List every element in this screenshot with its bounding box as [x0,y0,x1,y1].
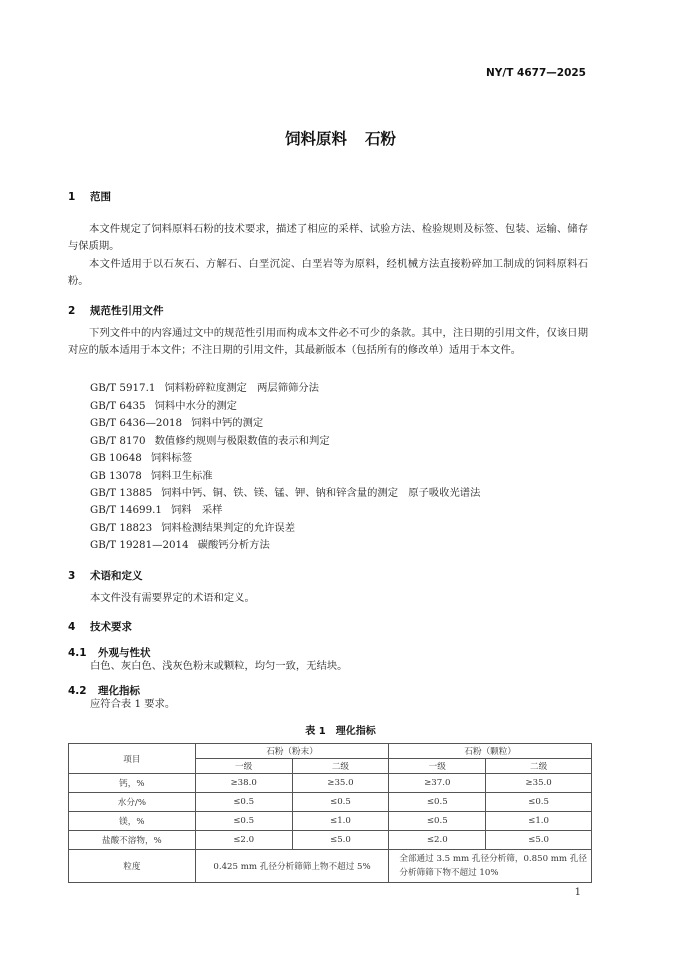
header-grade-1: 一级 [389,759,486,774]
reference-item [90,484,480,499]
reference-code: GB/T 19281—2014 [90,539,189,551]
page-number: 1 [574,887,581,898]
reference-name: 饲料标签 [150,452,193,464]
cell-value: ≤0.5 [486,793,592,812]
spec-table [68,743,592,883]
section-1-paragraph-2: 本文件适用于以石灰石、方解石、白垩沉淀、白垩岩等为原料，经机械方法直接粉碎加工制成的饲料原料石粉。 [68,258,588,288]
reference-item [90,414,263,429]
table-row-particle [69,850,592,883]
reference-name: 饲料中水分的测定 [154,400,237,412]
particle-granule: 全部通过 3.5 mm 孔径分析筛，0.850 mm 孔径分析筛筛下物不超过 10% [389,850,592,883]
reference-name: 饲料中钙、铜、铁、镁、锰、钾、钠和锌含量的测定 原子吸收光谱法 [161,487,481,499]
reference-item [90,467,213,482]
section-title: 术语和定义 [90,570,143,582]
section-number: 3 [68,570,76,582]
reference-item [90,379,319,394]
header-grade-2: 二级 [486,759,592,774]
header-grade-2: 二级 [292,759,389,774]
cell-value: ≤1.0 [292,812,389,831]
section-4-heading [68,619,132,634]
reference-code: GB/T 6436—2018 [90,417,183,429]
cell-value: ≤1.0 [486,812,592,831]
header-granule: 石粉（颗粒） [389,744,592,759]
reference-name: 碳酸钙分析方法 [197,539,270,551]
section-2-paragraph-1: 下列文件中的内容通过文中的规范性引用而构成本文件必不可少的条款。其中，注日期的引用文件，仅该日期对应的版本适用于本文件；不注日期的引用文件，其最新版本（包括所有的修改单）适用于本文件。 [68,327,588,357]
title-part-1: 饲料原料 [284,130,347,148]
header-grade-1: 一级 [195,759,292,774]
table-caption-number: 表 1 [305,726,326,737]
section-number: 1 [68,191,76,203]
section-number: 4.2 [68,685,87,697]
section-4-2-text: 应符合表 1 要求。 [90,698,176,710]
header-powder: 石粉（粉末） [195,744,389,759]
table-row [69,812,592,831]
cell-value: ≥38.0 [195,774,292,793]
section-title: 技术要求 [90,621,132,633]
standard-number: NY/T 4677—2025 [486,67,586,79]
cell-value: ≤0.5 [389,793,486,812]
reference-name: 饲料卫生标准 [150,470,213,482]
table-header-row [69,744,592,759]
cell-value: ≤0.5 [389,812,486,831]
reference-item [90,501,222,516]
table-caption-title: 理化指标 [335,726,376,737]
reference-code: GB/T 18823 [90,522,153,534]
reference-code: GB/T 8170 [90,435,146,447]
particle-powder: 0.425 mm 孔径分析筛筛上物不超过 5% [195,850,389,883]
cell-value: ≥37.0 [389,774,486,793]
reference-item [90,519,295,534]
table-row [69,793,592,812]
cell-value: ≥35.0 [486,774,592,793]
cell-value: ≤5.0 [292,831,389,850]
reference-code: GB/T 14699.1 [90,504,162,516]
row-item: 镁，% [69,812,196,831]
section-number: 4 [68,621,76,633]
cell-value: ≤0.5 [195,812,292,831]
row-item: 粒度 [69,850,196,883]
row-item: 水分/% [69,793,196,812]
reference-name: 饲料 采样 [170,504,223,516]
reference-code: GB/T 13885 [90,487,153,499]
reference-code: GB/T 5917.1 [90,382,156,394]
reference-item [90,432,330,447]
header-item: 项目 [69,744,196,774]
section-number: 4.1 [68,647,87,659]
reference-code: GB 13078 [90,470,142,482]
reference-name: 饲料检测结果判定的允许误差 [161,522,296,534]
cell-value: ≤0.5 [292,793,389,812]
reference-code: GB 10648 [90,452,142,464]
document-title [0,127,681,149]
cell-value: ≤2.0 [195,831,292,850]
reference-item [90,449,192,464]
reference-item [90,397,237,412]
section-1-heading [68,189,111,204]
section-2-heading [68,303,164,318]
reference-item [90,536,270,551]
cell-value: ≤5.0 [486,831,592,850]
section-number: 2 [68,305,76,317]
row-item: 钙，% [69,774,196,793]
reference-name: 饲料中钙的测定 [191,417,264,429]
section-title: 理化指标 [98,685,140,697]
section-title: 外观与性状 [98,647,151,659]
title-part-2: 石粉 [365,130,397,148]
cell-value: ≥35.0 [292,774,389,793]
table-row [69,831,592,850]
reference-name: 数值修约规则与极限数值的表示和判定 [154,435,330,447]
cell-value: ≤0.5 [195,793,292,812]
reference-code: GB/T 6435 [90,400,146,412]
reference-name: 饲料粉碎粒度测定 两层筛筛分法 [164,382,319,394]
row-item: 盐酸不溶物，% [69,831,196,850]
section-title: 规范性引用文件 [90,305,164,317]
table-row [69,774,592,793]
section-3-heading [68,568,143,583]
section-title: 范围 [90,191,111,203]
section-3-paragraph: 本文件没有需要界定的术语和定义。 [90,592,255,604]
cell-value: ≤2.0 [389,831,486,850]
table-caption [0,722,681,737]
section-1-paragraph-1: 本文件规定了饲料原料石粉的技术要求，描述了相应的采样、试验方法、检验规则及标签、包装、运输、储存与保质期。 [68,223,588,253]
section-4-1-text: 白色、灰白色、浅灰色粉末或颗粒，均匀一致，无结块。 [90,660,348,672]
